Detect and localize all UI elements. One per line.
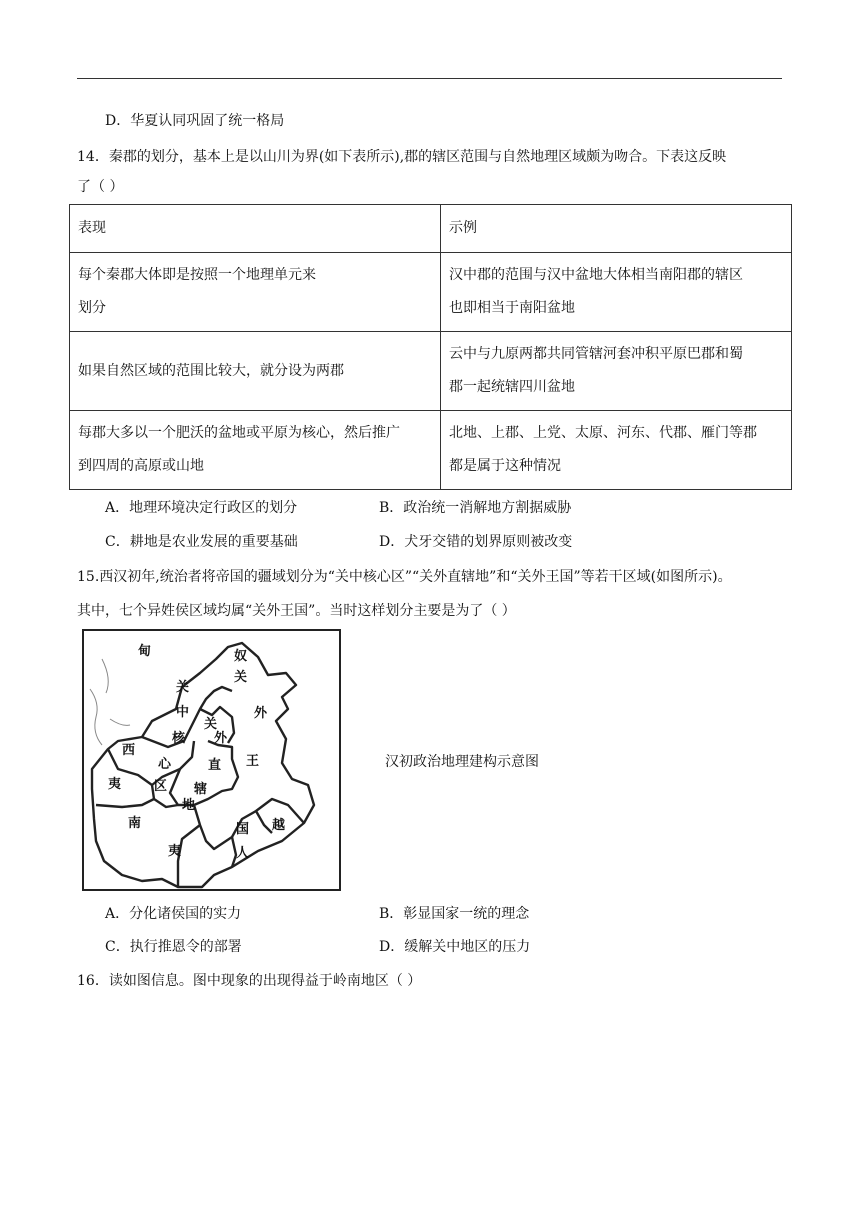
- map-label-zhi: 直: [208, 758, 222, 773]
- map-label-di: 地: [182, 798, 196, 813]
- map-label-wai-mid: 外: [214, 731, 228, 746]
- cell-line: 每郡大多以一个肥沃的盆地或平原为核心，然后推广: [78, 425, 400, 441]
- q14-table: [69, 204, 792, 490]
- q15-option-c: C．执行推恩令的部署: [105, 939, 242, 955]
- map-label-yue: 越: [272, 818, 286, 833]
- q15-option-b: B．彰显国家一统的理念: [379, 906, 530, 922]
- table-cell: [70, 411, 441, 490]
- map-label-xin: 心: [158, 757, 172, 772]
- map-label-guan-left: 关: [176, 680, 190, 695]
- cell-line: 郡一起统辖四川盆地: [449, 379, 575, 395]
- q16-stem-line1: 16．读如图信息。图中现象的出现得益于岭南地区（ ）: [77, 973, 422, 989]
- cell-line: 也即相当于南阳盆地: [449, 300, 575, 316]
- table-row: [70, 253, 792, 332]
- table-row: [70, 411, 792, 490]
- q15-stem-line1: 15.西汉初年,统治者将帝国的疆域划分为“关中核心区”“关外直辖地”和“关外王国”等若干区域(如图所示)。: [77, 569, 732, 585]
- q15-option-a: A．分化诸侯国的实力: [105, 906, 242, 922]
- map-label-yi-south: 夷: [168, 844, 182, 859]
- map-label-guan-mid: 关: [204, 717, 218, 732]
- han-political-map: [82, 629, 341, 891]
- map-label-qu: 区: [154, 779, 168, 794]
- table-header-row: [70, 205, 792, 253]
- map-label-yi-west: 夷: [108, 777, 122, 792]
- map-caption: 汉初政治地理建构示意图: [385, 754, 539, 770]
- table-cell: [441, 253, 792, 332]
- cell-line: 如果自然区域的范围比较大，就分设为两郡: [78, 362, 344, 379]
- map-label-nan: 南: [128, 816, 142, 831]
- cell-line: 每个秦郡大体即是按照一个地理单元来: [78, 267, 316, 283]
- cell-line: 到四周的高原或山地: [78, 458, 204, 474]
- cell-line: 都是属于这种情况: [449, 458, 561, 474]
- map-label-nu: 奴: [234, 649, 248, 664]
- map-label-ren: 人: [236, 846, 250, 861]
- cell-line: 划分: [78, 300, 106, 316]
- q15-option-d: D．缓解关中地区的压力: [379, 939, 531, 955]
- map-label-zhong: 中: [176, 705, 190, 720]
- map-label-he: 核: [172, 731, 186, 746]
- map-label-xia: 辖: [194, 782, 208, 797]
- map-label-dian: 甸: [138, 644, 152, 659]
- header-rule: [77, 78, 782, 79]
- cell-line: 汉中郡的范围与汉中盆地大体相当南阳郡的辖区: [449, 267, 743, 283]
- table-cell: [70, 253, 441, 332]
- q14-option-c: C．耕地是农业发展的重要基础: [105, 534, 298, 550]
- table-cell: [70, 332, 441, 411]
- cell-line: 北地、上郡、上党、太原、河东、代郡、雁门等郡: [449, 425, 757, 441]
- table-row: [70, 332, 792, 411]
- table-header-cell: 表现: [70, 205, 441, 253]
- q14-stem-line2: 了（ ）: [77, 179, 124, 195]
- table-cell: [441, 332, 792, 411]
- map-label-guo: 国: [236, 822, 250, 837]
- map-label-xi: 西: [122, 743, 136, 758]
- prev-option-d: D．华夏认同巩固了统一格局: [105, 113, 285, 129]
- map-label-wang: 王: [246, 754, 260, 769]
- cell-line: 云中与九原两都共同管辖河套冲积平原巴郡和蜀: [449, 346, 743, 362]
- q15-stem-line2: 其中，七个异姓侯区域均属“关外王国”。当时这样划分主要是为了（ ）: [77, 603, 516, 619]
- q14-option-b: B．政治统一消解地方割据威胁: [379, 500, 572, 516]
- map-label-guan-top: 关: [234, 670, 248, 685]
- table-cell: [441, 411, 792, 490]
- q14-stem-line1: 14．秦郡的划分，基本上是以山川为界(如下表所示),郡的辖区范围与自然地理区域颇为吻合。下表这反映: [77, 149, 727, 165]
- table-header-cell: 示例: [441, 205, 792, 253]
- q14-option-d: D．犬牙交错的划界原则被改变: [379, 534, 573, 550]
- q14-option-a: A．地理环境决定行政区的划分: [105, 500, 298, 516]
- map-label-wai-right: 外: [254, 706, 268, 721]
